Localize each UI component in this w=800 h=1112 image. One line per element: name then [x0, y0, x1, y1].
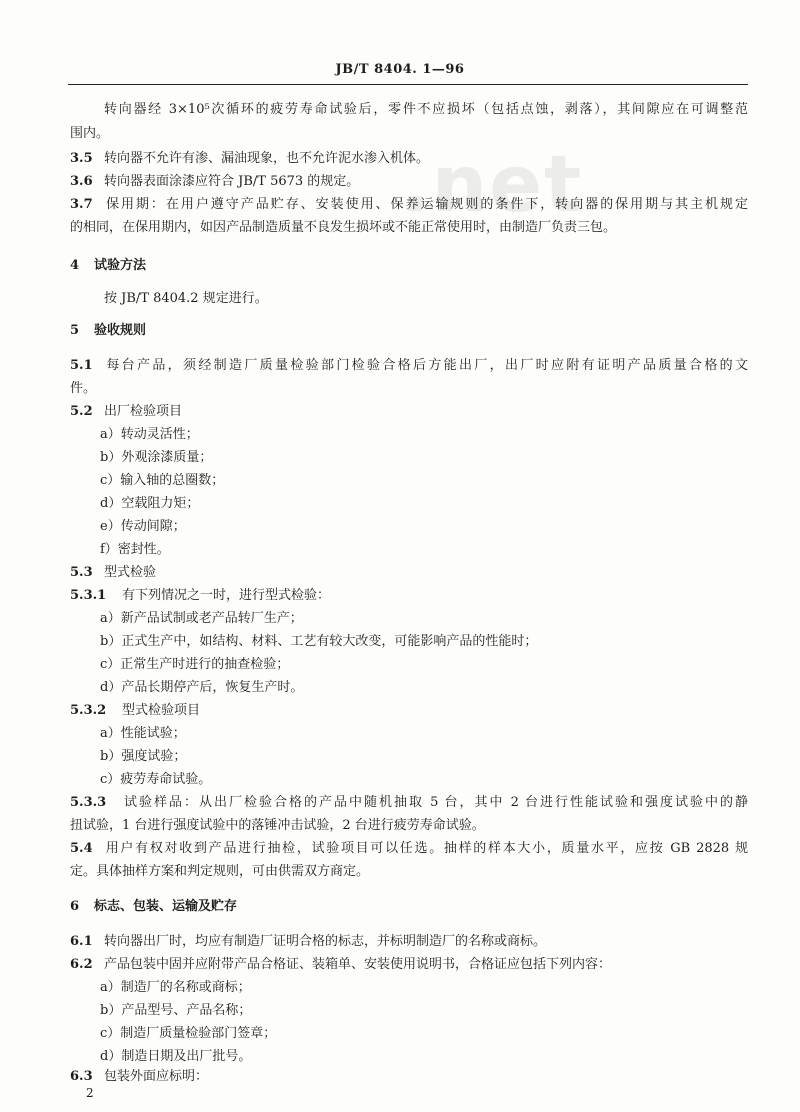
list-item: e）传动间隙；: [100, 519, 186, 534]
paragraph-line: 定。具体抽样方案和判定规则，可由供需双方商定。: [70, 864, 370, 879]
clause-5-3: 5.3 型式检验: [70, 565, 157, 580]
clause-5-3-3: 5.3.3 试验样品：从出厂检验合格的产品中随机抽取 5 台，其中 2 台进行性能试验和强度试验中的静: [70, 795, 748, 810]
paragraph-line: 围内。: [70, 126, 110, 141]
section-5-heading: 5 验收规则: [70, 323, 147, 338]
list-item: c）疲劳寿命试验。: [100, 772, 212, 787]
section-4-heading: 4 试验方法: [70, 258, 147, 273]
clause-5-2: 5.2 出厂检验项目: [70, 404, 183, 419]
paragraph-line: 的相同，在保用期内，如因产品制造质量不良发生损坏或不能正常使用时，由制造厂负责三包。: [70, 220, 617, 235]
list-item: c）制造厂质量检验部门签章；: [100, 1026, 277, 1041]
paragraph-line: 按 JB/T 8404.2 规定进行。: [104, 291, 268, 306]
clause-5-4: 5.4 用户有权对收到产品进行抽检，试验项目可以任选。抽样的样本大小，质量水平，应按 GB 2828 规: [70, 841, 748, 856]
clause-6-3: 6.3 包装外面应标明：: [70, 1069, 209, 1084]
list-item: a）性能试验；: [100, 726, 186, 741]
page-number: 2: [86, 1086, 94, 1100]
list-item: d）制造日期及出厂批号。: [100, 1049, 252, 1064]
list-item: c）正常生产时进行的抽查检验；: [100, 657, 290, 672]
paragraph-line: 扭试验，1 台进行强度试验中的落锤冲击试验，2 台进行疲劳寿命试验。: [70, 818, 485, 833]
page-header: JB/T 8404. 1—96: [335, 62, 465, 77]
section-6-heading: 6 标志、包装、运输及贮存: [70, 899, 238, 914]
list-item: a）转动灵活性；: [100, 427, 199, 442]
list-item: a）新产品试制或老产品转厂生产；: [100, 611, 303, 626]
list-item: b）产品型号、产品名称；: [100, 1003, 252, 1018]
clause-3-6: 3.6 转向器表面涂漆应符合 JB/T 5673 的规定。: [70, 174, 360, 189]
list-item: f）密封性。: [100, 542, 170, 557]
list-item: b）正式生产中，如结构、材料、工艺有较大改变，可能影响产品的性能时；: [100, 634, 538, 649]
list-item: b）强度试验；: [100, 749, 187, 764]
clause-5-3-2: 5.3.2 型式检验项目: [70, 703, 201, 718]
clause-3-5: 3.5 转向器不允许有渗、漏油现象，也不允许泥水渗入机体。: [70, 151, 430, 166]
paragraph-line: 件。: [70, 381, 97, 396]
list-item: c）输入轴的总圈数；: [100, 473, 225, 488]
list-item: d）空载阻力矩；: [100, 496, 200, 511]
clause-5-1: 5.1 每台产品，须经制造厂质量检验部门检验合格后方能出厂，出厂时应附有证明产品质量合格的文: [70, 358, 748, 373]
paragraph-line: 转向器经 3×10⁵次循环的疲劳寿命试验后，零件不应损坏（包括点蚀，剥落），其间隙应在可调整范: [104, 102, 748, 117]
header-rule: [68, 84, 748, 85]
clause-5-3-1: 5.3.1 有下列情况之一时，进行型式检验：: [70, 588, 331, 603]
clause-6-1: 6.1 转向器出厂时，均应有制造厂证明合格的标志，并标明制造厂的名称或商标。: [70, 934, 547, 949]
watermark: .net: [400, 140, 584, 230]
list-item: a）制造厂的名称或商标；: [100, 980, 251, 995]
list-item: d）产品长期停产后，恢复生产时。: [100, 680, 304, 695]
clause-6-2: 6.2 产品包装中固并应附带产品合格证、装箱单、安装使用说明书，合格证应包括下列内容：: [70, 957, 612, 972]
list-item: b）外观涂漆质量；: [100, 450, 213, 465]
clause-3-7: 3.7 保用期：在用户遵守产品贮存、安装使用、保养运输规则的条件下，转向器的保用期与其主机规定: [70, 197, 748, 212]
